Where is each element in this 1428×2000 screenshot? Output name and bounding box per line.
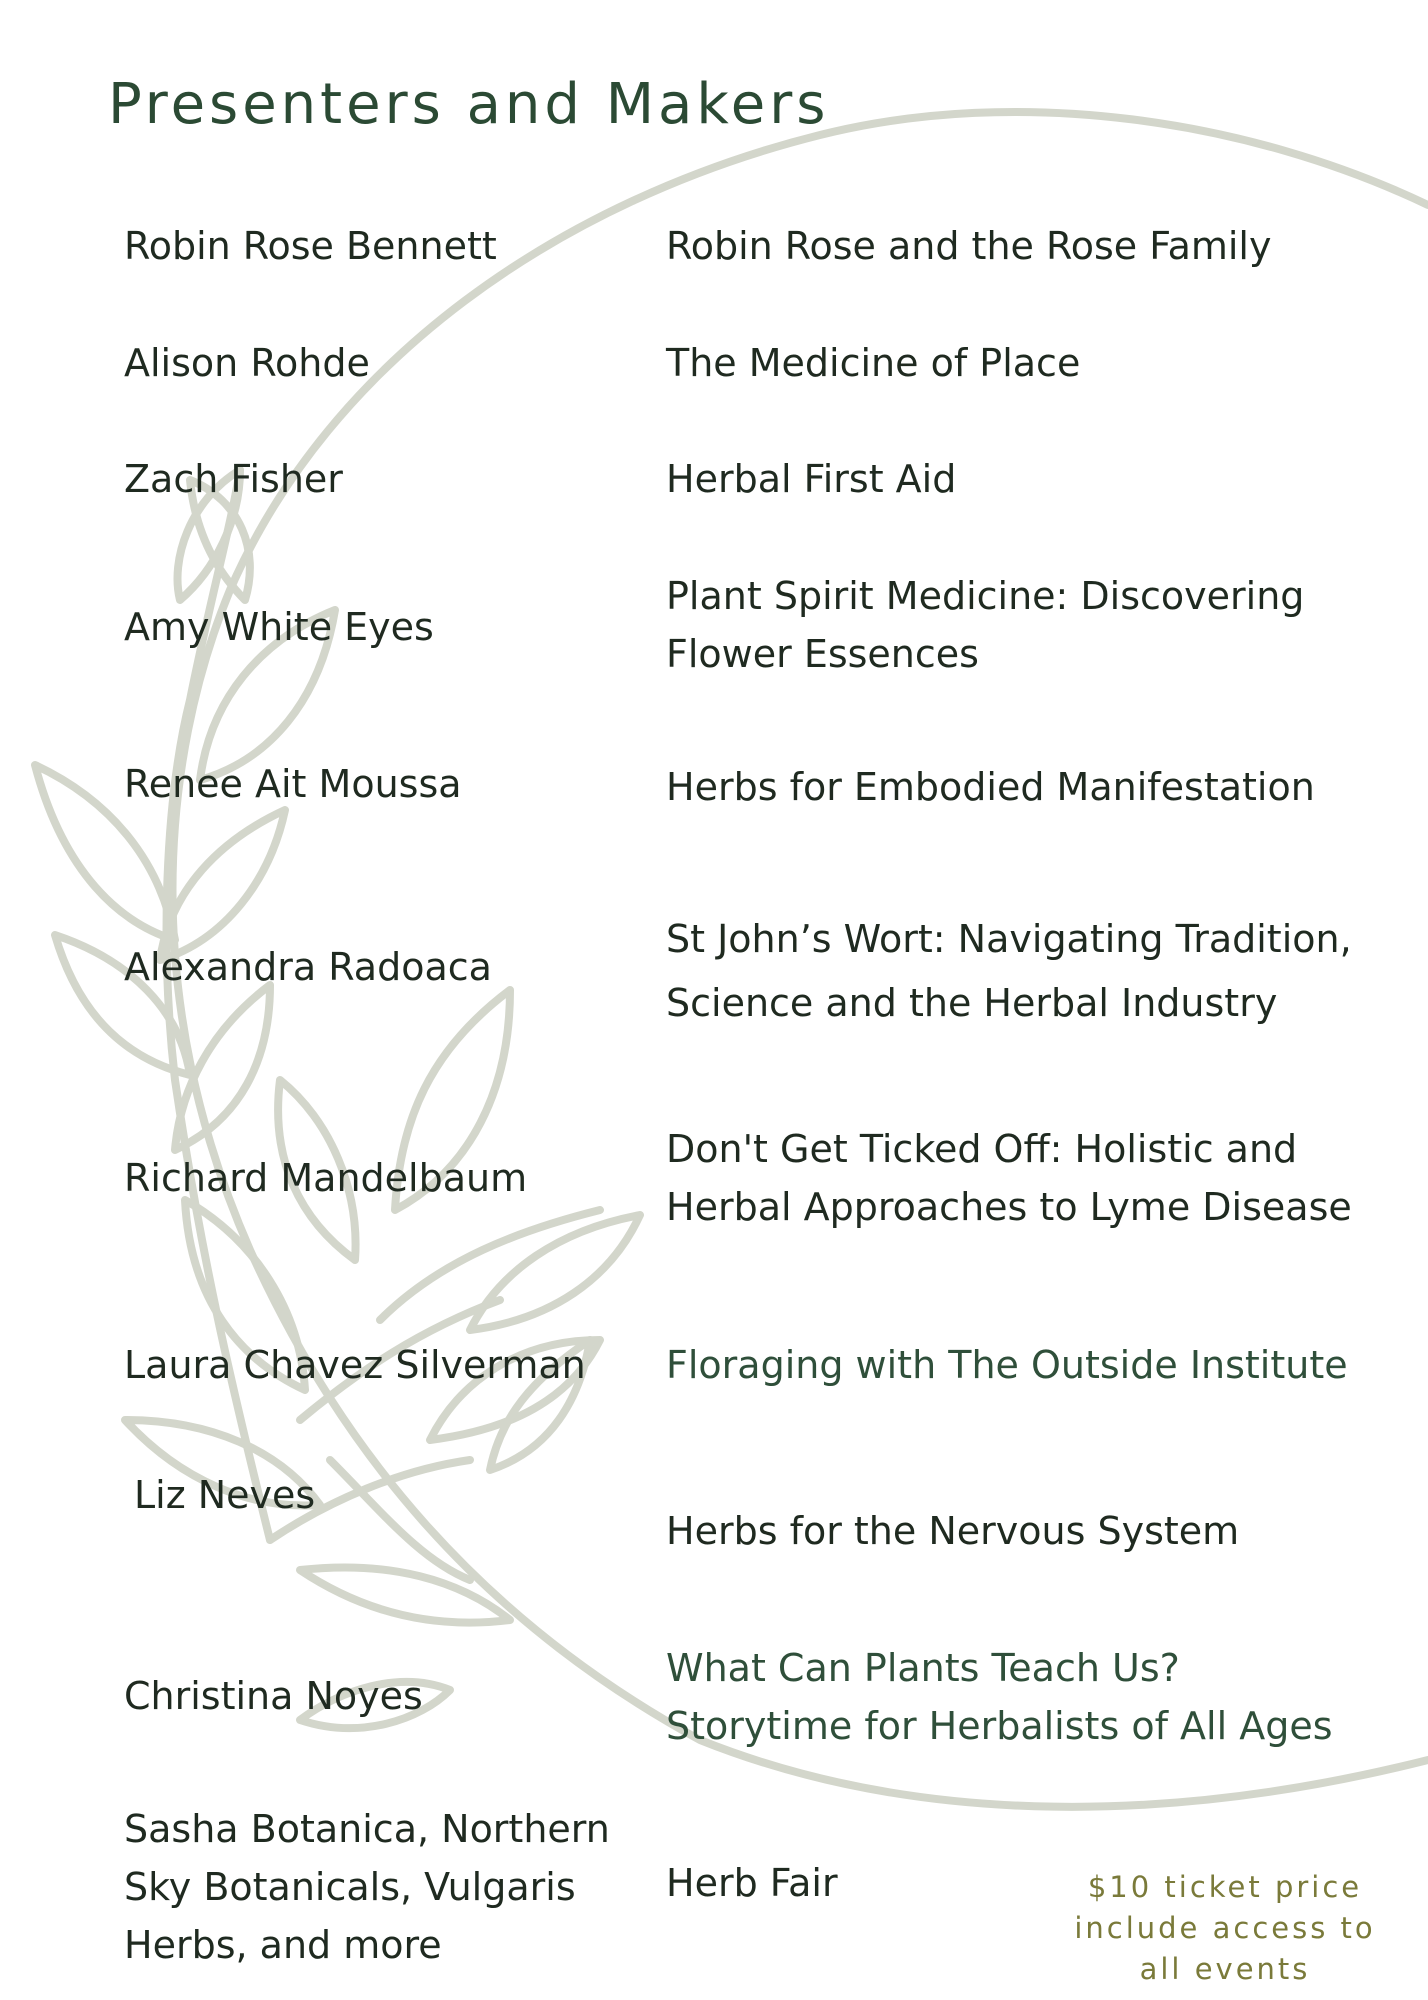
presenter-name: Sasha Botanica, Northern Sky Botanicals, Vulgaris Herbs, and more [124,1807,610,1967]
presenter-name: Liz Neves [134,1473,316,1517]
session-title: Robin Rose and the Rose Family [666,224,1272,268]
presenter-name: Christina Noyes [124,1674,423,1718]
session-title: St John’s Wort: Navigating Tradition, Science and the Herbal Industry [666,917,1352,1025]
session-title: Floraging with The Outside Institute [666,1343,1348,1387]
presenter-name: Renee Ait Moussa [124,762,462,806]
presenter-name: Amy White Eyes [124,605,434,649]
session-title: Herbs for Embodied Manifestation [666,765,1315,809]
session-title: Herbs for the Nervous System [666,1509,1240,1553]
session-title: Plant Spirit Medicine: Discovering Flower Essences [666,574,1305,676]
session-title: Herbal First Aid [666,457,957,501]
ticket-price-note: $10 ticket price include access to all events [1074,1870,1376,1986]
presenter-name: Alexandra Radoaca [124,945,492,989]
presenter-name: Alison Rohde [124,341,370,385]
session-title: Don't Get Ticked Off: Holistic and Herbal Approaches to Lyme Disease [666,1127,1352,1229]
session-title: Herb Fair [666,1861,838,1905]
session-title: The Medicine of Place [666,341,1081,385]
presenter-name: Zach Fisher [124,457,343,501]
leaf [470,1215,640,1330]
presenter-name: Laura Chavez Silverman [124,1343,586,1387]
session-title: What Can Plants Teach Us? Storytime for Herbalists of All Ages [666,1646,1333,1748]
presenter-name: Richard Mandelbaum [124,1156,528,1200]
page-title: Presenters and Makers [108,72,830,137]
presenter-name: Robin Rose Bennett [124,224,497,268]
